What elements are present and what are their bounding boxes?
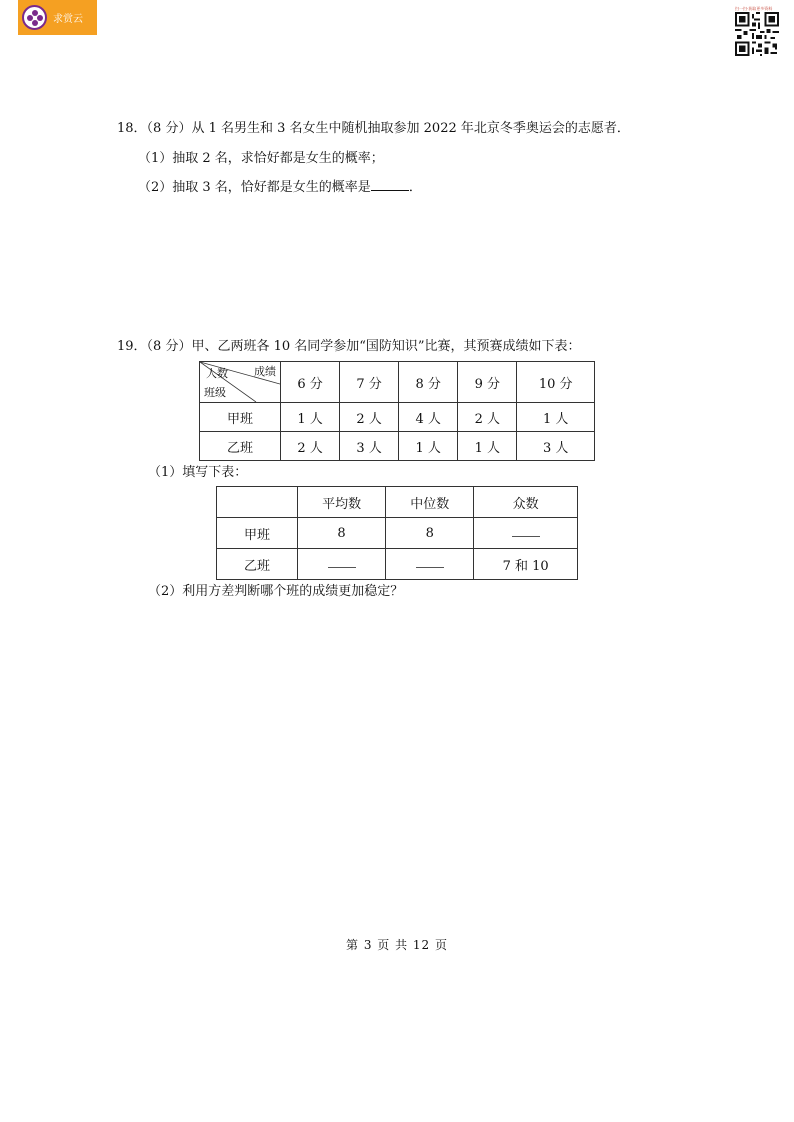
- q19-part2: （2）利用方差判断哪个班的成绩更加稳定？: [148, 584, 404, 599]
- brand-logo: [18, 0, 97, 35]
- q18-stem: 18．（8 分）从 1 名男生和 3 名女生中随机抽取参加 2022 年北京冬季奥运会的志愿者．: [117, 121, 630, 136]
- header-cell: [217, 487, 298, 518]
- table-cell: 2 人: [458, 403, 517, 432]
- table-cell: 1 人: [399, 432, 458, 461]
- header-cell: 平均数: [298, 487, 386, 518]
- table-cell: 1 人: [458, 432, 517, 461]
- median-cell: 8: [386, 518, 474, 549]
- logo-icon: [22, 5, 47, 30]
- table-row: [217, 487, 578, 518]
- median-cell: [386, 549, 474, 580]
- row-label: 乙班: [217, 549, 298, 580]
- q18-part1: （1）抽取 2 名，求恰好都是女生的概率；: [138, 151, 384, 166]
- table-row: [200, 403, 595, 432]
- corner-label-count: 人数: [206, 367, 228, 380]
- row-label: 甲班: [200, 403, 281, 432]
- mean-cell: [298, 549, 386, 580]
- header-cell: 7 分: [340, 362, 399, 403]
- corner-label-class: 班级: [204, 386, 226, 399]
- row-label: 甲班: [217, 518, 298, 549]
- mode-cell: 7 和 10: [474, 549, 578, 580]
- q19-part1: （1）填写下表：: [148, 465, 248, 480]
- header-cell: 6 分: [281, 362, 340, 403]
- mean-cell: 8: [298, 518, 386, 549]
- row-label: 乙班: [200, 432, 281, 461]
- page-footer: 第 3 页 共 12 页: [346, 938, 448, 952]
- header-cell: 众数: [474, 487, 578, 518]
- table-cell: 2 人: [340, 403, 399, 432]
- answer-blank[interactable]: [512, 526, 540, 537]
- mode-cell: [474, 518, 578, 549]
- table-cell: 1 人: [517, 403, 595, 432]
- score-distribution-table: [199, 361, 595, 461]
- header-cell: 中位数: [386, 487, 474, 518]
- answer-blank[interactable]: [416, 557, 444, 568]
- table-row: [217, 518, 578, 549]
- q18-part2: [138, 178, 422, 197]
- table-cell: 4 人: [399, 403, 458, 432]
- corner-label-score: 成绩: [254, 365, 276, 378]
- table-cell: 3 人: [517, 432, 595, 461]
- q19-stem: 19．（8 分）甲、乙两班各 10 名同学参加“国防知识”比赛，其预赛成绩如下表：: [117, 339, 581, 354]
- logo-text: 求赏云: [53, 14, 83, 25]
- table-row: [200, 362, 595, 403]
- diagonal-header-cell: [200, 362, 281, 403]
- table-row: [200, 432, 595, 461]
- table-cell: 1 人: [281, 403, 340, 432]
- table-cell: 2 人: [281, 432, 340, 461]
- q18-part2-end: ．: [408, 180, 422, 195]
- header-cell: 8 分: [399, 362, 458, 403]
- qr-caption: 扫一扫·获取更多资料: [735, 6, 773, 11]
- answer-blank[interactable]: [371, 178, 409, 191]
- table-cell: 3 人: [340, 432, 399, 461]
- table-row: [217, 549, 578, 580]
- qr-code-icon: [735, 12, 779, 56]
- statistics-table: [216, 486, 578, 580]
- q18-part2-text: （2）抽取 3 名，恰好都是女生的概率是: [138, 180, 371, 195]
- header-cell: 9 分: [458, 362, 517, 403]
- header-cell: 10 分: [517, 362, 595, 403]
- answer-blank[interactable]: [328, 557, 356, 568]
